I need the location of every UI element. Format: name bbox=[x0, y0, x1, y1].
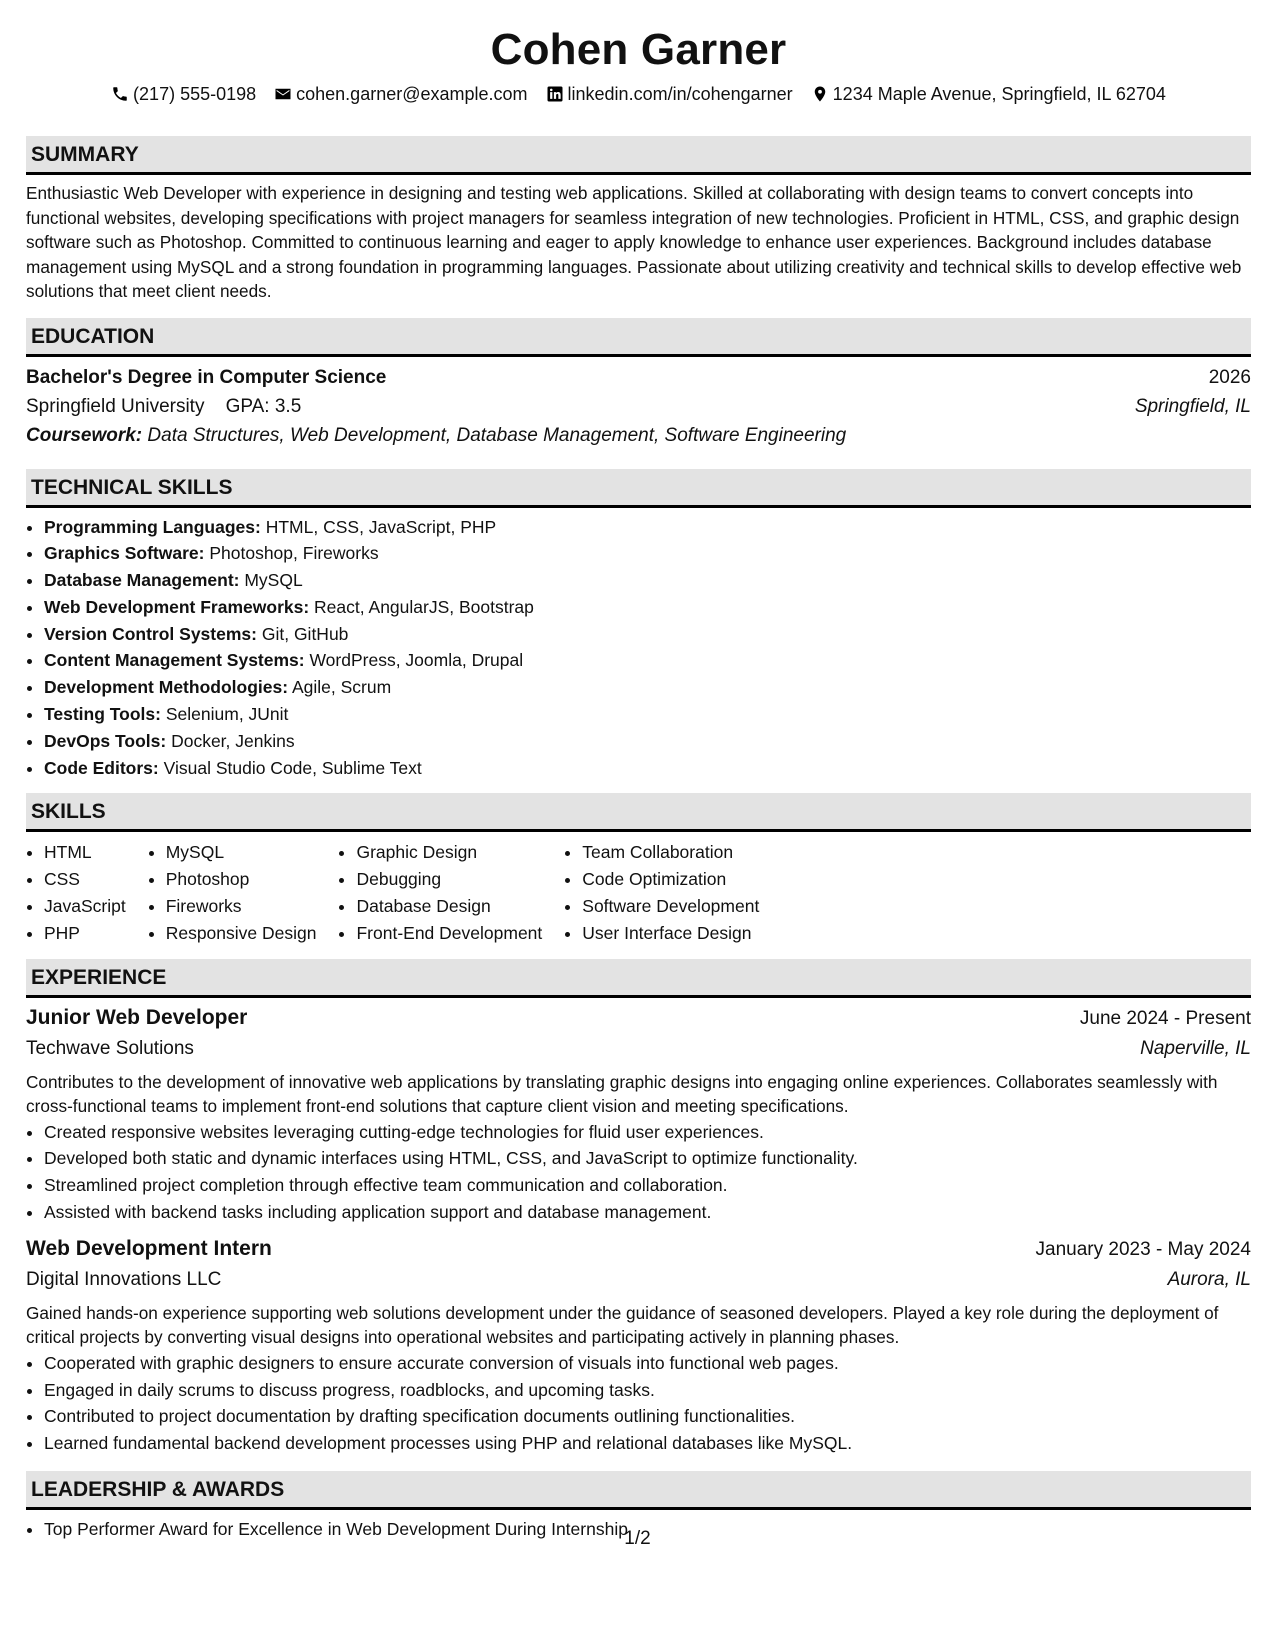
contact-bar bbox=[26, 82, 1251, 106]
technical-skills-list bbox=[26, 514, 1251, 782]
education-entry bbox=[26, 363, 1251, 451]
coursework bbox=[26, 421, 1251, 451]
skills-column bbox=[26, 839, 126, 946]
leadership-heading: LEADERSHIP & AWARDS bbox=[26, 1471, 1251, 1510]
skills-column bbox=[338, 839, 542, 946]
job-bullets bbox=[26, 1119, 1251, 1226]
list-item: • Web Development Frameworks: React, AngularJS, Bootstrap bbox=[44, 594, 1251, 621]
job-title: Junior Web Developer bbox=[26, 1005, 248, 1029]
list-item: • HTML bbox=[44, 839, 126, 866]
linkedin-link[interactable]: linkedin.com/in/cohengarner bbox=[567, 84, 793, 104]
education-heading: EDUCATION bbox=[26, 318, 1251, 357]
envelope-icon bbox=[274, 85, 292, 103]
job-location: Aurora, IL bbox=[1167, 1268, 1251, 1290]
list-item: • Version Control Systems: Git, GitHub bbox=[44, 621, 1251, 648]
list-item: • DevOps Tools: Docker, Jenkins bbox=[44, 728, 1251, 755]
summary-text: Enthusiastic Web Developer with experience in designing and testing web applications. Skilled at collaborating with design teams to convert concepts into functional websites, developing specifications with project managers for seamless integration of new technologies. Proficient in HTML, CSS, and graphic design software such as Photoshop. Committed to continuous learning and eager to apply knowledge to enhance user experiences. Background includes database management using MySQL and a strong foundation in programming languages. Passionate about utilizing creativity and technical skills to develop effective web solutions that meet client needs. bbox=[26, 183, 1242, 301]
skills-heading: SKILLS bbox=[26, 793, 1251, 832]
graduation-year: 2026 bbox=[1208, 366, 1251, 388]
list-item: • Database Management: MySQL bbox=[44, 567, 1251, 594]
resume-page bbox=[26, 0, 1251, 1543]
list-item: • Assisted with backend tasks including application support and database management. bbox=[44, 1199, 1251, 1226]
list-item: • User Interface Design bbox=[582, 920, 759, 947]
contact-email[interactable] bbox=[274, 82, 527, 106]
company-name: Techwave Solutions bbox=[26, 1037, 194, 1059]
list-item: • Code Optimization bbox=[582, 866, 759, 893]
job-location: Naperville, IL bbox=[1140, 1037, 1251, 1059]
page-number: 1/2 bbox=[624, 1528, 651, 1549]
list-item: • Engaged in daily scrums to discuss progress, roadblocks, and upcoming tasks. bbox=[44, 1377, 1251, 1404]
school-name-gpa bbox=[26, 392, 301, 421]
linkedin-icon bbox=[546, 85, 564, 103]
list-item: • CSS bbox=[44, 866, 126, 893]
skills-column bbox=[148, 839, 317, 946]
list-item: • Graphics Software: Photoshop, Fireworks bbox=[44, 540, 1251, 567]
technical-skills-heading: TECHNICAL SKILLS bbox=[26, 469, 1251, 508]
school-name: Springfield University bbox=[26, 395, 205, 417]
school-location: Springfield, IL bbox=[1134, 395, 1251, 417]
list-item: • Testing Tools: Selenium, JUnit bbox=[44, 701, 1251, 728]
list-item: • Database Design bbox=[356, 893, 542, 920]
job-bullets bbox=[26, 1350, 1251, 1457]
list-item: • Content Management Systems: WordPress, Joomla, Drupal bbox=[44, 647, 1251, 674]
list-item: • Fireworks bbox=[166, 893, 317, 920]
degree-title: Bachelor's Degree in Computer Science bbox=[26, 366, 387, 388]
list-item: • PHP bbox=[44, 920, 126, 947]
list-item: • Created responsive websites leveraging cutting-edge technologies for fluid user experiences. bbox=[44, 1119, 1251, 1146]
coursework-list: Data Structures, Web Development, Database Management, Software Engineering bbox=[147, 424, 847, 446]
list-item: • Front-End Development bbox=[356, 920, 542, 947]
list-item: • Code Editors: Visual Studio Code, Sublime Text bbox=[44, 755, 1251, 782]
list-item: • JavaScript bbox=[44, 893, 126, 920]
list-item: • Responsive Design bbox=[166, 920, 317, 947]
skills-grid bbox=[26, 839, 1251, 946]
coursework-label: Coursework: bbox=[26, 424, 143, 446]
contact-linkedin[interactable] bbox=[546, 82, 793, 106]
job-entry bbox=[26, 1003, 1251, 1226]
job-dates: June 2024 - Present bbox=[1079, 1007, 1251, 1029]
list-item: • Cooperated with graphic designers to ensure accurate conversion of visuals into functional web pages. bbox=[44, 1350, 1251, 1377]
list-item: • Learned fundamental backend development processes using PHP and relational databases like MySQL. bbox=[44, 1430, 1251, 1457]
candidate-name: Cohen Garner bbox=[490, 25, 787, 74]
list-item: • Debugging bbox=[356, 866, 542, 893]
job-title: Web Development Intern bbox=[26, 1236, 272, 1260]
list-item: • Developed both static and dynamic interfaces using HTML, CSS, and JavaScript to optimize functionality. bbox=[44, 1145, 1251, 1172]
phone-text: (217) 555-0198 bbox=[133, 84, 257, 104]
job-description: Gained hands-on experience supporting web solutions development under the guidance of seasoned developers. Played a key role during the deployment of critical projects by converting visual designs into operational websites and participating actively in planning phases. bbox=[26, 1302, 1219, 1348]
address-text: 1234 Maple Avenue, Springfield, IL 62704 bbox=[832, 84, 1166, 104]
job-description: Contributes to the development of innovative web applications by translating graphic designs into engaging online experiences. Collaborates seamlessly with cross-functional teams to implement front-end solutions that capture client vision and meeting specifications. bbox=[26, 1071, 1218, 1117]
contact-address bbox=[811, 82, 1166, 106]
list-item: • Streamlined project completion through effective team communication and collaboration. bbox=[44, 1172, 1251, 1199]
company-name: Digital Innovations LLC bbox=[26, 1268, 222, 1290]
list-item: • Top Performer Award for Excellence in Web Development During Internship bbox=[44, 1516, 1251, 1543]
experience-heading: EXPERIENCE bbox=[26, 959, 1251, 998]
map-pin-icon bbox=[811, 85, 829, 103]
list-item: • Development Methodologies: Agile, Scrum bbox=[44, 674, 1251, 701]
list-item: • MySQL bbox=[166, 839, 317, 866]
gpa: GPA: 3.5 bbox=[225, 395, 302, 417]
contact-phone bbox=[111, 82, 256, 106]
list-item: • Contributed to project documentation by drafting specification documents outlining functionalities. bbox=[44, 1403, 1251, 1430]
email-link[interactable]: cohen.garner@example.com bbox=[296, 84, 528, 104]
list-item: • Graphic Design bbox=[356, 839, 542, 866]
list-item: • Software Development bbox=[582, 893, 759, 920]
job-dates: January 2023 - May 2024 bbox=[1035, 1238, 1251, 1260]
list-item: • Photoshop bbox=[166, 866, 317, 893]
phone-icon bbox=[111, 85, 129, 103]
list-item: • Programming Languages: HTML, CSS, JavaScript, PHP bbox=[44, 514, 1251, 541]
job-entry bbox=[26, 1234, 1251, 1457]
list-item: • Team Collaboration bbox=[582, 839, 759, 866]
skills-column bbox=[564, 839, 759, 946]
summary-heading: SUMMARY bbox=[26, 136, 1251, 175]
